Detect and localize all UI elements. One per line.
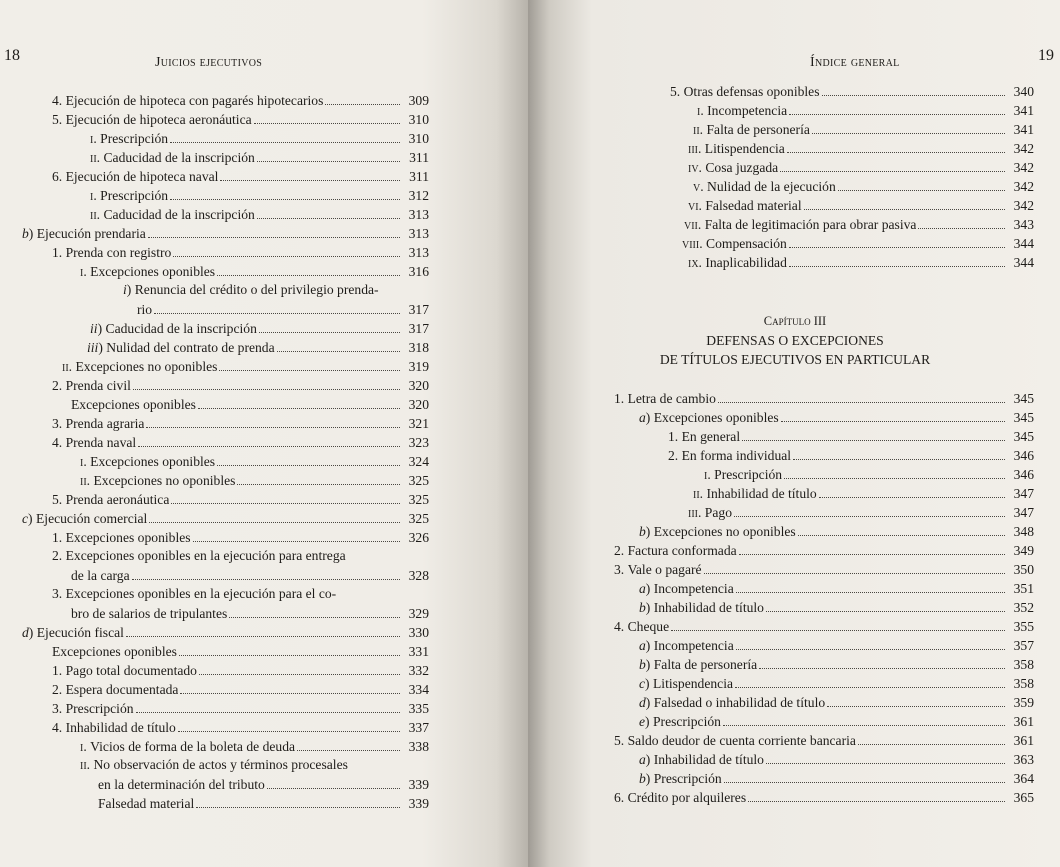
dot-leader: [798, 535, 1005, 536]
entry-number: e): [639, 714, 653, 729]
toc-entry: [0, 253, 1034, 272]
entry-title: Prenda aeronáutica: [65, 492, 170, 507]
entry-page-number: 346: [1013, 467, 1034, 482]
entry-page-number: 325: [408, 473, 429, 488]
entry-title: en la determinación del tributo: [98, 777, 265, 792]
entry-number: b): [22, 226, 37, 241]
entry-title: Letra de cambio: [627, 391, 716, 406]
dot-leader: [718, 402, 1005, 403]
entry-title: Falta de personería: [653, 657, 758, 672]
entry-number: 1.: [52, 245, 66, 260]
entry-number: b): [639, 600, 654, 615]
page-number: 19: [1038, 47, 1054, 64]
entry-title: Espera documentada: [65, 682, 179, 697]
entry-number: 2.: [52, 682, 66, 697]
entry-page-number: 329: [408, 606, 429, 621]
entry-title: Prenda civil: [65, 378, 131, 393]
toc-entry: [0, 196, 1034, 215]
toc-entry: [0, 617, 1034, 636]
dot-leader: [759, 668, 1005, 669]
entry-page-number: 338: [408, 739, 429, 754]
entry-page-number: 334: [408, 682, 429, 697]
toc-entry: [0, 598, 1034, 617]
entry-number: 3.: [52, 701, 66, 716]
dot-leader: [734, 516, 1005, 517]
toc-entry: [0, 139, 1034, 158]
running-header: Juicios ejecutivos: [155, 55, 263, 70]
toc-entry: [0, 655, 1034, 674]
entry-title: Factura conformada: [627, 543, 737, 558]
chapter-title-line2: DE TÍTULOS EJECUTIVOS EN PARTICULAR: [659, 352, 931, 367]
toc-entry: [0, 465, 1034, 484]
toc-entry: [0, 522, 1034, 541]
toc-entry: [0, 693, 1034, 712]
entry-page-number: 331: [408, 644, 429, 659]
entry-page-number: 350: [1013, 562, 1034, 577]
toc-entry: [0, 503, 1034, 522]
entry-page-number: 341: [1013, 122, 1034, 137]
entry-number: i.: [80, 454, 91, 469]
entry-title: Renuncia del crédito o del privilegio prenda-: [134, 282, 379, 297]
entry-title: Crédito por alquileres: [627, 790, 747, 805]
entry-number: 4.: [614, 619, 628, 634]
entry-title: Nulidad del contrato de prenda: [106, 340, 275, 355]
entry-page-number: 347: [1013, 486, 1034, 501]
entry-page-number: 335: [408, 701, 429, 716]
entry-title: Excepciones oponibles: [653, 410, 779, 425]
toc-entry: [0, 389, 1034, 408]
entry-page-number: 363: [1013, 752, 1034, 767]
entry-page-number: 337: [408, 720, 429, 735]
entry-title: Cheque: [627, 619, 670, 634]
entry-title: No observación de actos y términos procesales: [93, 757, 348, 772]
dot-leader: [259, 332, 400, 333]
entry-title: Falsedad o inhabilidad de título: [653, 695, 826, 710]
toc-entry: [0, 215, 1034, 234]
toc-entry: [0, 446, 1034, 465]
entry-page-number: 343: [1013, 217, 1034, 232]
entry-number: a): [639, 638, 654, 653]
entry-title: Saldo deudor de cuenta corriente bancaria: [627, 733, 856, 748]
entry-number: a): [639, 752, 654, 767]
entry-number: vi.: [688, 198, 706, 213]
entry-title: Caducidad de la inscripción: [103, 207, 255, 222]
dot-leader: [789, 114, 1005, 115]
entry-page-number: 342: [1013, 179, 1034, 194]
entry-number: c): [639, 676, 653, 691]
entry-number: iii.: [688, 141, 705, 156]
entry-title: Ejecución de hipoteca con pagarés hipotecarios: [65, 93, 324, 108]
entry-page-number: 358: [1013, 676, 1034, 691]
chapter-heading: [555, 312, 1035, 369]
dot-leader: [748, 801, 1005, 802]
entry-title: Vale o pagaré: [627, 562, 702, 577]
entry-number: 2.: [668, 448, 682, 463]
entry-title: Inhabilidad de título: [653, 752, 764, 767]
entry-page-number: 309: [408, 93, 429, 108]
entry-number: i.: [704, 467, 715, 482]
entry-page-number: 340: [1013, 84, 1034, 99]
dot-leader: [819, 497, 1005, 498]
entry-title: Incompetencia: [653, 581, 734, 596]
entry-page-number: 359: [1013, 695, 1034, 710]
entry-number: i.: [697, 103, 708, 118]
entry-number: d): [22, 625, 37, 640]
entry-title: Ejecución de hipoteca aeronáutica: [65, 112, 252, 127]
entry-title: Prenda naval: [65, 435, 137, 450]
entry-number: 3.: [52, 416, 66, 431]
entry-number: iii): [87, 340, 107, 355]
entry-page-number: 342: [1013, 141, 1034, 156]
entry-title: Excepciones oponibles: [65, 530, 191, 545]
entry-number: 1.: [614, 391, 628, 406]
toc-entry: [0, 158, 1034, 177]
entry-number: 5.: [52, 112, 66, 127]
toc-entry: [0, 234, 1034, 253]
entry-title: Prescripción: [100, 188, 169, 203]
entry-title: Prescripción: [714, 467, 783, 482]
entry-title: bro de salarios de tripulantes: [71, 606, 228, 621]
toc-entry: [0, 101, 1034, 120]
entry-number: 1.: [52, 530, 66, 545]
toc-entry: [0, 357, 429, 376]
entry-title: Caducidad de la inscripción: [103, 150, 255, 165]
entry-number: c): [22, 511, 36, 526]
entry-page-number: 320: [408, 397, 429, 412]
toc-entry: [0, 427, 1034, 446]
entry-title: de la carga: [71, 568, 130, 583]
entry-page-number: 310: [408, 131, 429, 146]
entry-title: Excepciones oponibles: [52, 644, 177, 659]
entry-title: Excepciones no oponibles: [653, 524, 796, 539]
entry-title: Nulidad de la ejecución: [707, 179, 836, 194]
toc-entry: [0, 484, 1034, 503]
entry-page-number: 318: [408, 340, 429, 355]
entry-number: 4.: [52, 435, 66, 450]
entry-page-number: 365: [1013, 790, 1034, 805]
toc-entry: [0, 319, 429, 338]
entry-page-number: 345: [1013, 410, 1034, 425]
toc-entry: [0, 120, 1034, 139]
entry-number: a): [639, 410, 654, 425]
entry-page-number: 325: [408, 492, 429, 507]
entry-number: 3.: [614, 562, 628, 577]
entry-title: Prescripción: [653, 771, 722, 786]
entry-title: Excepciones no oponibles: [93, 473, 236, 488]
entry-title: Falta de legitimación para obrar pasiva: [704, 217, 917, 232]
dot-leader: [827, 706, 1005, 707]
dot-leader: [735, 687, 1005, 688]
toc-entry: [0, 541, 1034, 560]
dot-leader: [724, 782, 1005, 783]
entry-page-number: 355: [1013, 619, 1034, 634]
entry-title: Vicios de forma de la boleta de deuda: [90, 739, 296, 754]
entry-number: i.: [80, 264, 91, 279]
entry-page-number: 311: [409, 169, 429, 184]
toc-entry: [0, 731, 1034, 750]
toc-entry: [0, 788, 1034, 807]
entry-number: ii): [90, 321, 106, 336]
entry-number: vii.: [684, 217, 705, 232]
entry-page-number: 317: [408, 302, 429, 317]
entry-page-number: 361: [1013, 714, 1034, 729]
entry-page-number: 346: [1013, 448, 1034, 463]
dot-leader: [739, 554, 1005, 555]
dot-leader: [704, 573, 1005, 574]
entry-title: Cosa juzgada: [705, 160, 779, 175]
entry-number: 1.: [52, 663, 66, 678]
entry-title: Prescripción: [100, 131, 169, 146]
entry-page-number: 357: [1013, 638, 1034, 653]
entry-title: Caducidad de la inscripción: [105, 321, 257, 336]
entry-title: En forma individual: [681, 448, 792, 463]
entry-page-number: 316: [408, 264, 429, 279]
entry-page-number: 347: [1013, 505, 1034, 520]
dot-leader: [154, 313, 400, 314]
entry-page-number: 326: [408, 530, 429, 545]
dot-leader: [742, 440, 1005, 441]
chapter-title-line1: DEFENSAS O EXCEPCIONES: [706, 333, 884, 348]
entry-title: Ejecución comercial: [35, 511, 148, 526]
entry-page-number: 361: [1013, 733, 1034, 748]
entry-number: 6.: [52, 169, 66, 184]
entry-number: iii.: [688, 505, 705, 520]
dot-leader: [217, 275, 400, 276]
entry-page-number: 328: [408, 568, 429, 583]
entry-number: 4.: [52, 93, 66, 108]
entry-title: Litispendencia: [652, 676, 734, 691]
entry-title: Prescripción: [65, 701, 134, 716]
entry-page-number: 344: [1013, 255, 1034, 270]
entry-title: Inhabilidad de título: [653, 600, 764, 615]
entry-title: Excepciones oponibles: [90, 454, 216, 469]
entry-page-number: 345: [1013, 429, 1034, 444]
entry-number: i): [123, 282, 135, 297]
entry-number: 2.: [52, 548, 66, 563]
entry-title: Falsedad material: [705, 198, 802, 213]
entry-title: Excepciones oponibles: [90, 264, 216, 279]
entry-number: b): [639, 657, 654, 672]
entry-page-number: 339: [408, 777, 429, 792]
entry-page-number: 313: [408, 245, 429, 260]
entry-title: Prenda agraria: [65, 416, 145, 431]
entry-page-number: 321: [408, 416, 429, 431]
toc-entry: [0, 408, 1034, 427]
entry-number: ii.: [80, 757, 94, 772]
entry-number: 5.: [614, 733, 628, 748]
entry-title: rio: [137, 302, 153, 317]
entry-page-number: 317: [408, 321, 429, 336]
dot-leader: [766, 611, 1005, 612]
entry-number: 2.: [614, 543, 628, 558]
entry-number: i.: [90, 131, 101, 146]
entry-number: ii.: [90, 150, 104, 165]
entry-page-number: 342: [1013, 160, 1034, 175]
dot-leader: [822, 95, 1006, 96]
toc-entry: [0, 712, 1034, 731]
entry-page-number: 325: [408, 511, 429, 526]
dot-leader: [838, 190, 1005, 191]
entry-title: Excepciones oponibles en la ejecución para entrega: [65, 548, 346, 563]
entry-number: 3.: [52, 586, 66, 601]
dot-leader: [812, 133, 1005, 134]
entry-page-number: 348: [1013, 524, 1034, 539]
entry-title: Ejecución fiscal: [36, 625, 124, 640]
toc-entry: [0, 338, 429, 357]
entry-page-number: 344: [1013, 236, 1034, 251]
entry-number: ix.: [688, 255, 706, 270]
entry-page-number: 358: [1013, 657, 1034, 672]
entry-title: Excepciones oponibles: [71, 397, 196, 412]
entry-page-number: 332: [408, 663, 429, 678]
entry-number: 5.: [52, 492, 66, 507]
entry-number: 2.: [52, 378, 66, 393]
entry-page-number: 310: [408, 112, 429, 127]
dot-leader: [219, 370, 400, 371]
entry-page-number: 349: [1013, 543, 1034, 558]
dot-leader: [196, 807, 400, 808]
toc-entry: [0, 579, 1034, 598]
running-header: Índice general: [810, 55, 900, 70]
entry-number: v.: [693, 179, 708, 194]
entry-page-number: 342: [1013, 198, 1034, 213]
entry-number: i.: [90, 188, 101, 203]
entry-number: d): [639, 695, 654, 710]
entry-title: Pago: [704, 505, 732, 520]
entry-number: a): [639, 581, 654, 596]
dot-leader: [781, 421, 1005, 422]
entry-number: b): [639, 771, 654, 786]
dot-leader: [793, 459, 1005, 460]
entry-page-number: 324: [408, 454, 429, 469]
entry-page-number: 313: [408, 226, 429, 241]
entry-page-number: 341: [1013, 103, 1034, 118]
entry-title: Prenda con registro: [65, 245, 172, 260]
entry-page-number: 311: [409, 150, 429, 165]
entry-number: ii.: [90, 207, 104, 222]
toc-entry: [0, 560, 1034, 579]
entry-number: ii.: [693, 122, 707, 137]
page-number: 18: [4, 47, 20, 64]
entry-number: viii.: [682, 236, 707, 251]
dot-leader: [766, 763, 1005, 764]
entry-page-number: 312: [408, 188, 429, 203]
toc-entry: [0, 674, 1034, 693]
entry-title: Falta de personería: [706, 122, 810, 137]
entry-page-number: 339: [408, 796, 429, 811]
entry-title: Prescripción: [652, 714, 721, 729]
toc-entry: [0, 281, 429, 319]
entry-title: Excepciones oponibles en la ejecución para el co-: [65, 586, 337, 601]
entry-number: 1.: [668, 429, 682, 444]
entry-title: Incompetencia: [707, 103, 788, 118]
dot-leader: [789, 247, 1005, 248]
chapter-label: Capítulo III: [763, 314, 827, 328]
entry-page-number: 352: [1013, 600, 1034, 615]
entry-title: Otras defensas oponibles: [683, 84, 820, 99]
entry-title: Inhabilidad de título: [65, 720, 176, 735]
dot-leader: [784, 478, 1005, 479]
entry-page-number: 319: [408, 359, 429, 374]
entry-page-number: 330: [408, 625, 429, 640]
toc-entry: [0, 769, 1034, 788]
dot-leader: [723, 725, 1005, 726]
entry-number: iv.: [688, 160, 706, 175]
dot-leader: [780, 171, 1005, 172]
table-of-contents-right-bottom: [0, 389, 1034, 807]
dot-leader: [671, 630, 1005, 631]
table-of-contents-right-top: [0, 82, 1034, 272]
entry-page-number: 320: [408, 378, 429, 393]
entry-title: Incompetencia: [653, 638, 734, 653]
toc-entry: [0, 750, 1034, 769]
entry-number: 4.: [52, 720, 66, 735]
entry-number: 6.: [614, 790, 628, 805]
entry-title: Ejecución prendaria: [36, 226, 146, 241]
dot-leader: [858, 744, 1005, 745]
entry-title: Compensación: [706, 236, 787, 251]
entry-title: Pago total documentado: [65, 663, 197, 678]
entry-title: Litispendencia: [704, 141, 785, 156]
toc-entry: [0, 177, 1034, 196]
entry-number: 5.: [670, 84, 684, 99]
entry-title: En general: [681, 429, 741, 444]
dot-leader: [918, 228, 1005, 229]
dot-leader: [736, 592, 1005, 593]
dot-leader: [277, 351, 400, 352]
toc-entry: [0, 82, 1034, 101]
entry-page-number: 313: [408, 207, 429, 222]
entry-title: Inhabilidad de título: [706, 486, 817, 501]
dot-leader: [804, 209, 1005, 210]
entry-number: b): [639, 524, 654, 539]
entry-title: Inaplicabilidad: [705, 255, 787, 270]
entry-number: ii.: [62, 359, 76, 374]
entry-page-number: 351: [1013, 581, 1034, 596]
toc-entry: [0, 636, 1034, 655]
entry-number: i.: [80, 739, 91, 754]
entry-page-number: 323: [408, 435, 429, 450]
dot-leader: [789, 266, 1005, 267]
entry-page-number: 345: [1013, 391, 1034, 406]
entry-number: ii.: [80, 473, 94, 488]
dot-leader: [787, 152, 1005, 153]
entry-title: Ejecución de hipoteca naval: [65, 169, 219, 184]
entry-title: Falsedad material: [98, 796, 195, 811]
entry-title: Excepciones no oponibles: [75, 359, 218, 374]
dot-leader: [736, 649, 1005, 650]
entry-number: ii.: [693, 486, 707, 501]
entry-page-number: 364: [1013, 771, 1034, 786]
